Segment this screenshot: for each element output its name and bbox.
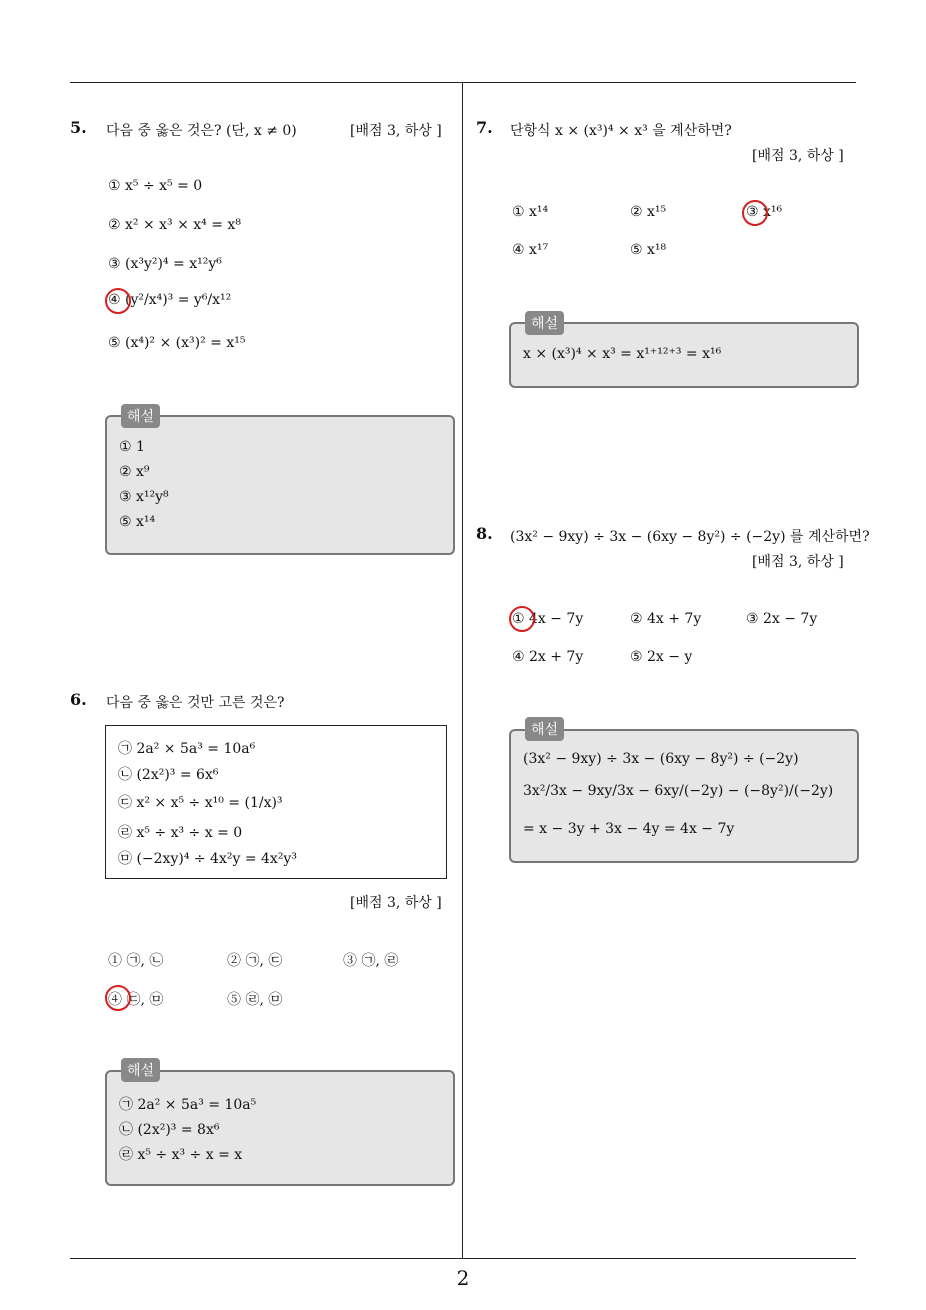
- q8-option-3[interactable]: ③ 2x − 7y: [746, 611, 818, 627]
- q8-option-1[interactable]: ① 4x − 7y: [512, 611, 584, 627]
- q5-answer-mark: [105, 288, 131, 314]
- q6-solution-tag: 해설: [121, 1058, 160, 1082]
- q6-option-4[interactable]: ④ ㉢, ㉤: [108, 992, 164, 1008]
- q5-solution-line: ② x⁹: [119, 464, 150, 480]
- q6-answer-mark: [105, 985, 131, 1011]
- q6-option-2[interactable]: ② ㉠, ㉢: [227, 953, 283, 969]
- q5-option-4[interactable]: ④ (y²/x⁴)³ = y⁶/x¹²: [108, 292, 232, 308]
- q6-statement-box: [105, 725, 447, 879]
- q5-solution-box: [105, 415, 455, 555]
- q6-solution-line: ㉣ x⁵ ÷ x³ ÷ x = x: [119, 1147, 243, 1163]
- q5-score: [배점 3, 하상 ]: [350, 123, 442, 139]
- q8-answer-mark: [509, 606, 535, 632]
- q6-number: 6.: [70, 690, 87, 709]
- q5-option-5[interactable]: ⑤ (x⁴)² × (x³)² = x¹⁵: [108, 335, 246, 351]
- q8-question-text: (3x² − 9xy) ÷ 3x − (6xy − 8y²) ÷ (−2y) 를 계산하면?: [510, 529, 870, 545]
- q7-solution-tag: 해설: [525, 311, 564, 335]
- q6-solution-line: ㉡ (2x²)³ = 8x⁶: [119, 1122, 220, 1138]
- q6-question-text: 다음 중 옳은 것만 고른 것은?: [106, 695, 285, 711]
- q7-question-text: 단항식 x × (x³)⁴ × x³ 을 계산하면?: [510, 123, 732, 139]
- q7-option-2[interactable]: ② x¹⁵: [630, 204, 667, 220]
- q7-option-5[interactable]: ⑤ x¹⁸: [630, 242, 667, 258]
- q6-score: [배점 3, 하상 ]: [350, 895, 442, 911]
- q6-statement: ㉣ x⁵ ÷ x³ ÷ x = 0: [118, 825, 243, 841]
- q6-option-3[interactable]: ③ ㉠, ㉣: [343, 953, 399, 969]
- q8-solution-tag: 해설: [525, 717, 564, 741]
- q8-option-5[interactable]: ⑤ 2x − y: [630, 649, 693, 665]
- top-rule: [70, 82, 856, 83]
- q6-statement: ㉤ (−2xy)⁴ ÷ 4x²y = 4x²y³: [118, 851, 297, 867]
- q5-option-1[interactable]: ① x⁵ ÷ x⁵ = 0: [108, 178, 203, 194]
- q8-score: [배점 3, 하상 ]: [752, 554, 844, 570]
- column-divider: [462, 83, 463, 1258]
- q8-solution-line: = x − 3y + 3x − 4y = 4x − 7y: [523, 821, 735, 837]
- q7-answer-mark: [742, 200, 768, 226]
- q7-option-1[interactable]: ① x¹⁴: [512, 204, 549, 220]
- q5-solution-line: ③ x¹²y⁸: [119, 489, 169, 505]
- q5-solution-line: ⑤ x¹⁴: [119, 514, 156, 530]
- q7-solution-line: x × (x³)⁴ × x³ = x¹⁺¹²⁺³ = x¹⁶: [523, 346, 722, 362]
- q5-solution-line: ① 1: [119, 439, 145, 455]
- q8-solution-line: 3x²/3x − 9xy/3x − 6xy/(−2y) − (−8y²)/(−2y): [523, 783, 834, 799]
- q7-number: 7.: [476, 118, 493, 137]
- q7-option-3[interactable]: ③ x¹⁶: [746, 204, 783, 220]
- q5-number: 5.: [70, 118, 87, 137]
- q5-option-3[interactable]: ③ (x³y²)⁴ = x¹²y⁶: [108, 256, 222, 272]
- q8-option-2[interactable]: ② 4x + 7y: [630, 611, 702, 627]
- q7-option-4[interactable]: ④ x¹⁷: [512, 242, 549, 258]
- page-number: 2: [456, 1266, 470, 1290]
- q6-option-1[interactable]: ① ㉠, ㉡: [108, 953, 164, 969]
- q7-score: [배점 3, 하상 ]: [752, 148, 844, 164]
- q8-solution-line: (3x² − 9xy) ÷ 3x − (6xy − 8y²) ÷ (−2y): [523, 751, 799, 767]
- q6-option-5[interactable]: ⑤ ㉣, ㉤: [227, 992, 283, 1008]
- q5-question-text: 다음 중 옳은 것은? (단, x ≠ 0): [106, 123, 297, 139]
- q6-solution-line: ㉠ 2a² × 5a³ = 10a⁵: [119, 1097, 257, 1113]
- q5-solution-tag: 해설: [121, 404, 160, 428]
- q6-statement: ㉡ (2x²)³ = 6x⁶: [118, 767, 219, 783]
- q5-option-2[interactable]: ② x² × x³ × x⁴ = x⁸: [108, 217, 241, 233]
- q8-option-4[interactable]: ④ 2x + 7y: [512, 649, 584, 665]
- q8-solution-box: [509, 729, 859, 863]
- q6-statement: ㉢ x² × x⁵ ÷ x¹⁰ = (1/x)³: [118, 795, 283, 811]
- bottom-rule: [70, 1258, 856, 1259]
- q8-number: 8.: [476, 524, 493, 543]
- q6-statement: ㉠ 2a² × 5a³ = 10a⁶: [118, 741, 256, 757]
- q6-solution-box: [105, 1070, 455, 1186]
